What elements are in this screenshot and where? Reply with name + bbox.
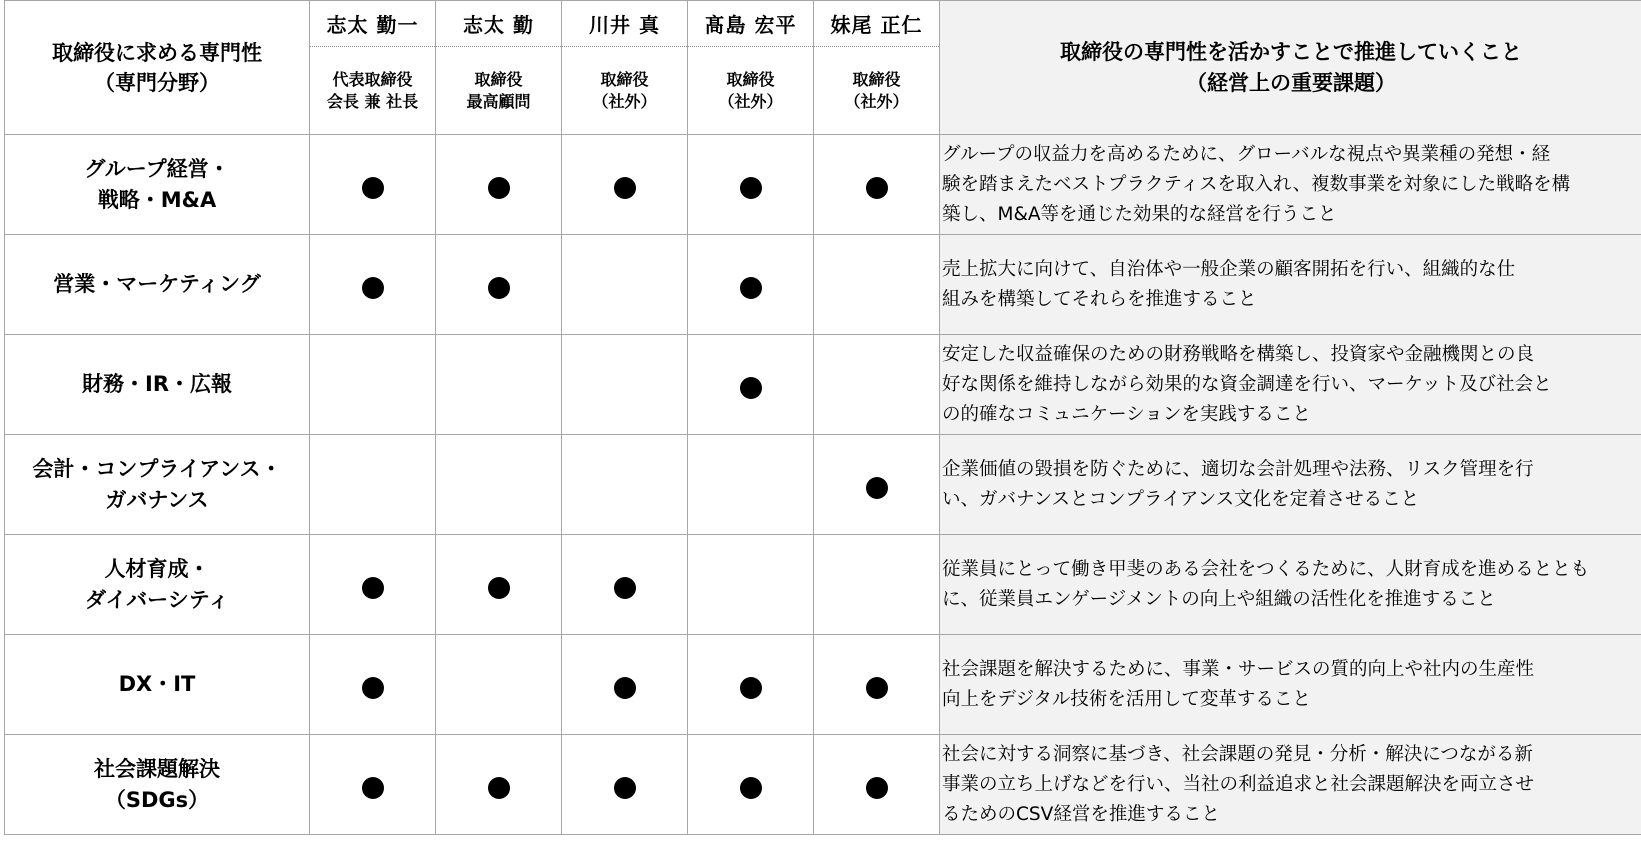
skill-mark-cell	[688, 435, 814, 535]
skill-field-line: 戦略・M&A	[97, 187, 217, 212]
role-line: （社外）	[592, 91, 657, 111]
field-header-line: 取締役に求める専門性	[52, 40, 262, 65]
skill-mark-cell	[436, 435, 562, 535]
skill-field-line: （SDGs）	[104, 787, 210, 812]
skill-mark-cell	[688, 235, 814, 335]
skill-mark-cell	[310, 235, 436, 335]
table-row	[5, 135, 1641, 235]
filled-circle-icon	[488, 277, 510, 299]
skill-field	[5, 435, 310, 535]
filled-circle-icon	[740, 277, 762, 299]
skill-field	[5, 235, 310, 335]
role-line: 取締役	[852, 69, 901, 89]
director-role	[688, 47, 814, 135]
skill-mark-cell	[436, 735, 562, 835]
filled-circle-icon	[866, 777, 888, 799]
skill-field	[5, 535, 310, 635]
header-row-names	[5, 1, 1641, 47]
skill-field	[5, 735, 310, 835]
skill-description	[940, 735, 1641, 835]
skill-mark-cell	[688, 635, 814, 735]
role-line: 代表取締役	[332, 69, 413, 89]
director-name: 髙島 宏平	[688, 1, 814, 47]
skill-description-line: 組みを構築してそれらを推進すること	[942, 288, 1257, 310]
skill-description-line: 従業員にとって働き甲斐のある会社をつくるために、人財育成を進めるととも	[942, 558, 1590, 580]
role-line: 取締役	[474, 69, 523, 89]
skill-description-line: 売上拡大に向けて、自治体や一般企業の顧客開拓を行い、組織的な仕	[942, 258, 1516, 280]
filled-circle-icon	[740, 377, 762, 399]
filled-circle-icon	[866, 477, 888, 499]
skill-field-line: ガバナンス	[105, 487, 209, 512]
skill-description-line: 社会に対する洞察に基づき、社会課題の発見・分析・解決につながる新	[942, 743, 1533, 765]
skill-mark-cell	[562, 235, 688, 335]
filled-circle-icon	[740, 677, 762, 699]
skill-mark-cell	[436, 235, 562, 335]
skill-description-line: 向上をデジタル技術を活用して変革すること	[942, 688, 1311, 710]
table-row	[5, 435, 1641, 535]
role-line: 取締役	[726, 69, 775, 89]
field-header-line: （専門分野）	[94, 70, 220, 95]
skill-mark-cell	[814, 435, 940, 535]
filled-circle-icon	[362, 677, 384, 699]
desc-header-line: 取締役の専門性を活かすことで推進していくこと	[1060, 39, 1522, 64]
skill-mark-cell	[562, 735, 688, 835]
skill-mark-cell	[688, 535, 814, 635]
role-line: 会長 兼 社長	[326, 91, 419, 111]
skill-description-line: 企業価値の毀損を防ぐために、適切な会計処理や法務、リスク管理を行	[942, 458, 1534, 480]
skills-table-body	[5, 135, 1641, 835]
director-role	[814, 47, 940, 135]
skill-mark-cell	[814, 235, 940, 335]
skill-mark-cell	[688, 735, 814, 835]
skill-description-line: 験を踏まえたベストプラクティスを取入れ、複数事業を対象にした戦略を構	[942, 173, 1571, 195]
skill-description-line: グループの収益力を高めるために、グローバルな視点や異業種の発想・経	[942, 143, 1551, 165]
skill-field-line: ダイバーシティ	[84, 587, 230, 612]
desc-header-line: （経営上の重要課題）	[1186, 70, 1396, 95]
skill-description	[940, 235, 1641, 335]
skill-field	[5, 635, 310, 735]
skill-description-line: 築し、M&A等を通じた効果的な経営を行うこと	[942, 203, 1337, 225]
skill-field	[5, 135, 310, 235]
skill-mark-cell	[310, 135, 436, 235]
table-row	[5, 735, 1641, 835]
skill-field-line: 営業・マーケティング	[53, 272, 261, 296]
filled-circle-icon	[866, 677, 888, 699]
filled-circle-icon	[866, 177, 888, 199]
skill-mark-cell	[814, 735, 940, 835]
skill-description	[940, 635, 1641, 735]
skill-field-line: グループ経営・	[84, 156, 230, 181]
filled-circle-icon	[488, 777, 510, 799]
skill-mark-cell	[814, 535, 940, 635]
filled-circle-icon	[740, 177, 762, 199]
skill-mark-cell	[562, 135, 688, 235]
role-line: （社外）	[844, 91, 909, 111]
skill-field-line: 財務・IR・広報	[82, 372, 232, 396]
filled-circle-icon	[362, 577, 384, 599]
table-row	[5, 535, 1641, 635]
table-row	[5, 235, 1641, 335]
skill-description	[940, 435, 1641, 535]
filled-circle-icon	[614, 177, 636, 199]
director-name: 志太 勤	[436, 1, 562, 47]
skill-mark-cell	[310, 435, 436, 535]
skill-mark-cell	[814, 635, 940, 735]
skill-description	[940, 135, 1641, 235]
director-role	[436, 47, 562, 135]
skill-field-line: 社会課題解決	[94, 756, 220, 781]
skill-description	[940, 335, 1641, 435]
skill-description-line: に、従業員エンゲージメントの向上や組織の活性化を推進すること	[942, 588, 1496, 610]
skill-field-line: 人材育成・	[104, 556, 210, 581]
filled-circle-icon	[362, 277, 384, 299]
director-name: 川井 真	[562, 1, 688, 47]
director-role	[310, 47, 436, 135]
role-line: 取締役	[600, 69, 649, 89]
skill-description-line: 社会課題を解決するために、事業・サービスの質的向上や社内の生産性	[942, 658, 1535, 680]
table-row	[5, 335, 1641, 435]
role-line: 最高顧問	[466, 91, 531, 111]
desc-column-header	[940, 1, 1641, 135]
filled-circle-icon	[362, 177, 384, 199]
skill-mark-cell	[310, 735, 436, 835]
filled-circle-icon	[614, 677, 636, 699]
filled-circle-icon	[614, 577, 636, 599]
skill-mark-cell	[310, 635, 436, 735]
skill-mark-cell	[562, 335, 688, 435]
director-name: 志太 勤一	[310, 1, 436, 47]
skill-mark-cell	[436, 135, 562, 235]
skill-mark-cell	[436, 535, 562, 635]
table-row	[5, 635, 1641, 735]
skill-mark-cell	[688, 135, 814, 235]
filled-circle-icon	[362, 777, 384, 799]
filled-circle-icon	[614, 777, 636, 799]
skill-description-line: 事業の立ち上げなどを行い、当社の利益追求と社会課題解決を両立させ	[942, 773, 1535, 795]
director-role	[562, 47, 688, 135]
skill-description-line: の的確なコミュニケーションを実践すること	[942, 403, 1311, 425]
skill-mark-cell	[310, 535, 436, 635]
skills-table	[4, 0, 1641, 835]
skill-mark-cell	[814, 135, 940, 235]
filled-circle-icon	[740, 777, 762, 799]
skill-mark-cell	[814, 335, 940, 435]
filled-circle-icon	[488, 177, 510, 199]
skill-mark-cell	[436, 635, 562, 735]
skill-mark-cell	[562, 635, 688, 735]
role-line: （社外）	[718, 91, 783, 111]
skill-field-line: DX・IT	[118, 672, 196, 696]
director-name: 妹尾 正仁	[814, 1, 940, 47]
skill-mark-cell	[688, 335, 814, 435]
field-column-header	[5, 1, 310, 135]
skill-mark-cell	[310, 335, 436, 435]
skill-description-line: 安定した収益確保のための財務戦略を構築し、投資家や金融機関との良	[942, 343, 1535, 365]
skill-description-line: 好な関係を維持しながら効果的な資金調達を行い、マーケット及び社会と	[942, 373, 1552, 395]
skill-field-line: 会計・コンプライアンス・	[32, 456, 282, 481]
skill-description	[940, 535, 1641, 635]
filled-circle-icon	[488, 577, 510, 599]
skill-description-line: るためのCSV経営を推進すること	[942, 803, 1220, 825]
skill-mark-cell	[436, 335, 562, 435]
skill-field	[5, 335, 310, 435]
skill-description-line: い、ガバナンスとコンプライアンス文化を定着させること	[942, 488, 1420, 510]
skill-mark-cell	[562, 535, 688, 635]
skill-mark-cell	[562, 435, 688, 535]
